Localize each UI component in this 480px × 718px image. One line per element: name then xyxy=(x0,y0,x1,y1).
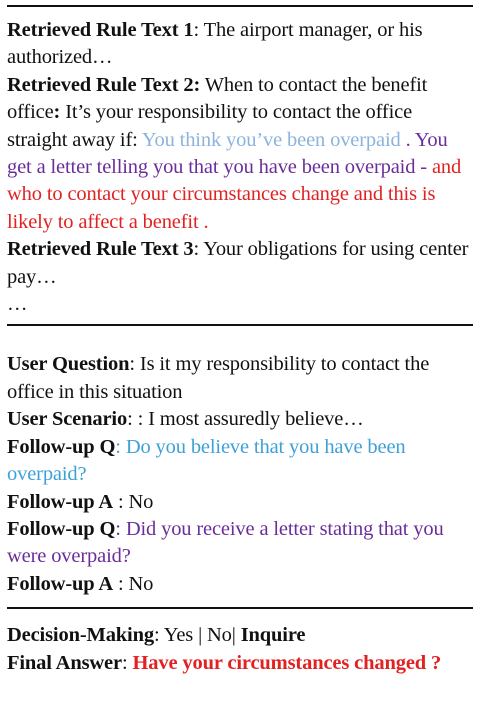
retrieved-rule-1 xyxy=(7,17,473,72)
decision-making-choice: Inquire xyxy=(240,624,306,647)
user-scenario xyxy=(7,406,473,433)
decision-making-options: : Yes | No| xyxy=(153,624,241,647)
follow-up-answer-1-label: Follow-up A xyxy=(7,490,113,513)
user-scenario-text: : : I most assuredly believe… xyxy=(127,408,364,431)
follow-up-answer-2 xyxy=(7,571,473,598)
follow-up-question-1-text: Do you believe that you have been overpaid? xyxy=(7,435,406,486)
retrieved-ellipsis: … xyxy=(7,293,28,316)
retrieved-rule-2 xyxy=(7,72,473,236)
follow-up-question-2-text: Did you receive a letter stating that you were overpaid? xyxy=(7,517,444,568)
retrieved-rule-2-span-circumstances: and who to contact your circumstances change and this is likely to affect a benefit . xyxy=(7,156,462,233)
follow-up-question-1 xyxy=(7,434,473,489)
follow-up-answer-2-label: Follow-up A xyxy=(7,572,113,595)
retrieved-rule-1-label: Retrieved Rule Text 1 xyxy=(7,19,194,41)
follow-up-answer-1-text: : No xyxy=(113,490,154,513)
follow-up-question-1-label: Follow-up Q xyxy=(7,435,116,458)
retrieved-rule-2-span-letter: . You get a letter telling you that you have been overpaid - xyxy=(7,128,448,179)
decision-making-label: Decision-Making xyxy=(7,624,154,647)
retrieved-rule-2-span-overpaid: You think you’ve been overpaid xyxy=(141,128,401,151)
divider-rule-2 xyxy=(7,607,473,609)
retrieved-rule-2-colon: : xyxy=(53,101,61,124)
follow-up-question-1-colon: : xyxy=(115,435,126,458)
follow-up-answer-1 xyxy=(7,489,473,516)
retrieved-rule-2-text: It’s your responsibility to contact the office straight away if: xyxy=(7,101,413,151)
retrieved-rule-3-text: : Your obligations for using center pay… xyxy=(7,238,469,288)
follow-up-question-2 xyxy=(7,516,473,571)
top-rule xyxy=(7,5,473,7)
user-question xyxy=(7,351,473,406)
retrieved-rule-2-label: Retrieved Rule Text 2: xyxy=(7,73,201,96)
decision-section xyxy=(7,622,473,677)
final-answer-text: Have your circumstances changed ? xyxy=(132,651,442,674)
decision-making xyxy=(7,622,473,649)
final-answer-label: Final Answer xyxy=(7,651,122,674)
user-question-text: : Is it my responsibility to contact the office in this situation xyxy=(7,353,430,403)
follow-up-question-2-colon: : xyxy=(115,517,126,540)
user-question-label: User Question xyxy=(7,353,130,376)
retrieved-rule-3 xyxy=(7,236,473,291)
user-scenario-label: User Scenario xyxy=(7,408,128,431)
final-answer-colon: : xyxy=(121,651,133,674)
retrieved-rules-section xyxy=(7,17,473,318)
retrieved-rule-1-text: : The airport manager, or his authorized… xyxy=(7,19,423,69)
divider-rule-1 xyxy=(7,324,473,326)
retrieved-rule-2-heading: When to contact the benefit office xyxy=(7,73,428,124)
dialog-section xyxy=(7,351,473,598)
follow-up-answer-2-text: : No xyxy=(113,572,154,595)
retrieved-rule-3-label: Retrieved Rule Text 3 xyxy=(7,238,194,261)
follow-up-question-2-label: Follow-up Q xyxy=(7,517,116,540)
example-figure xyxy=(7,0,473,677)
final-answer xyxy=(7,650,473,677)
